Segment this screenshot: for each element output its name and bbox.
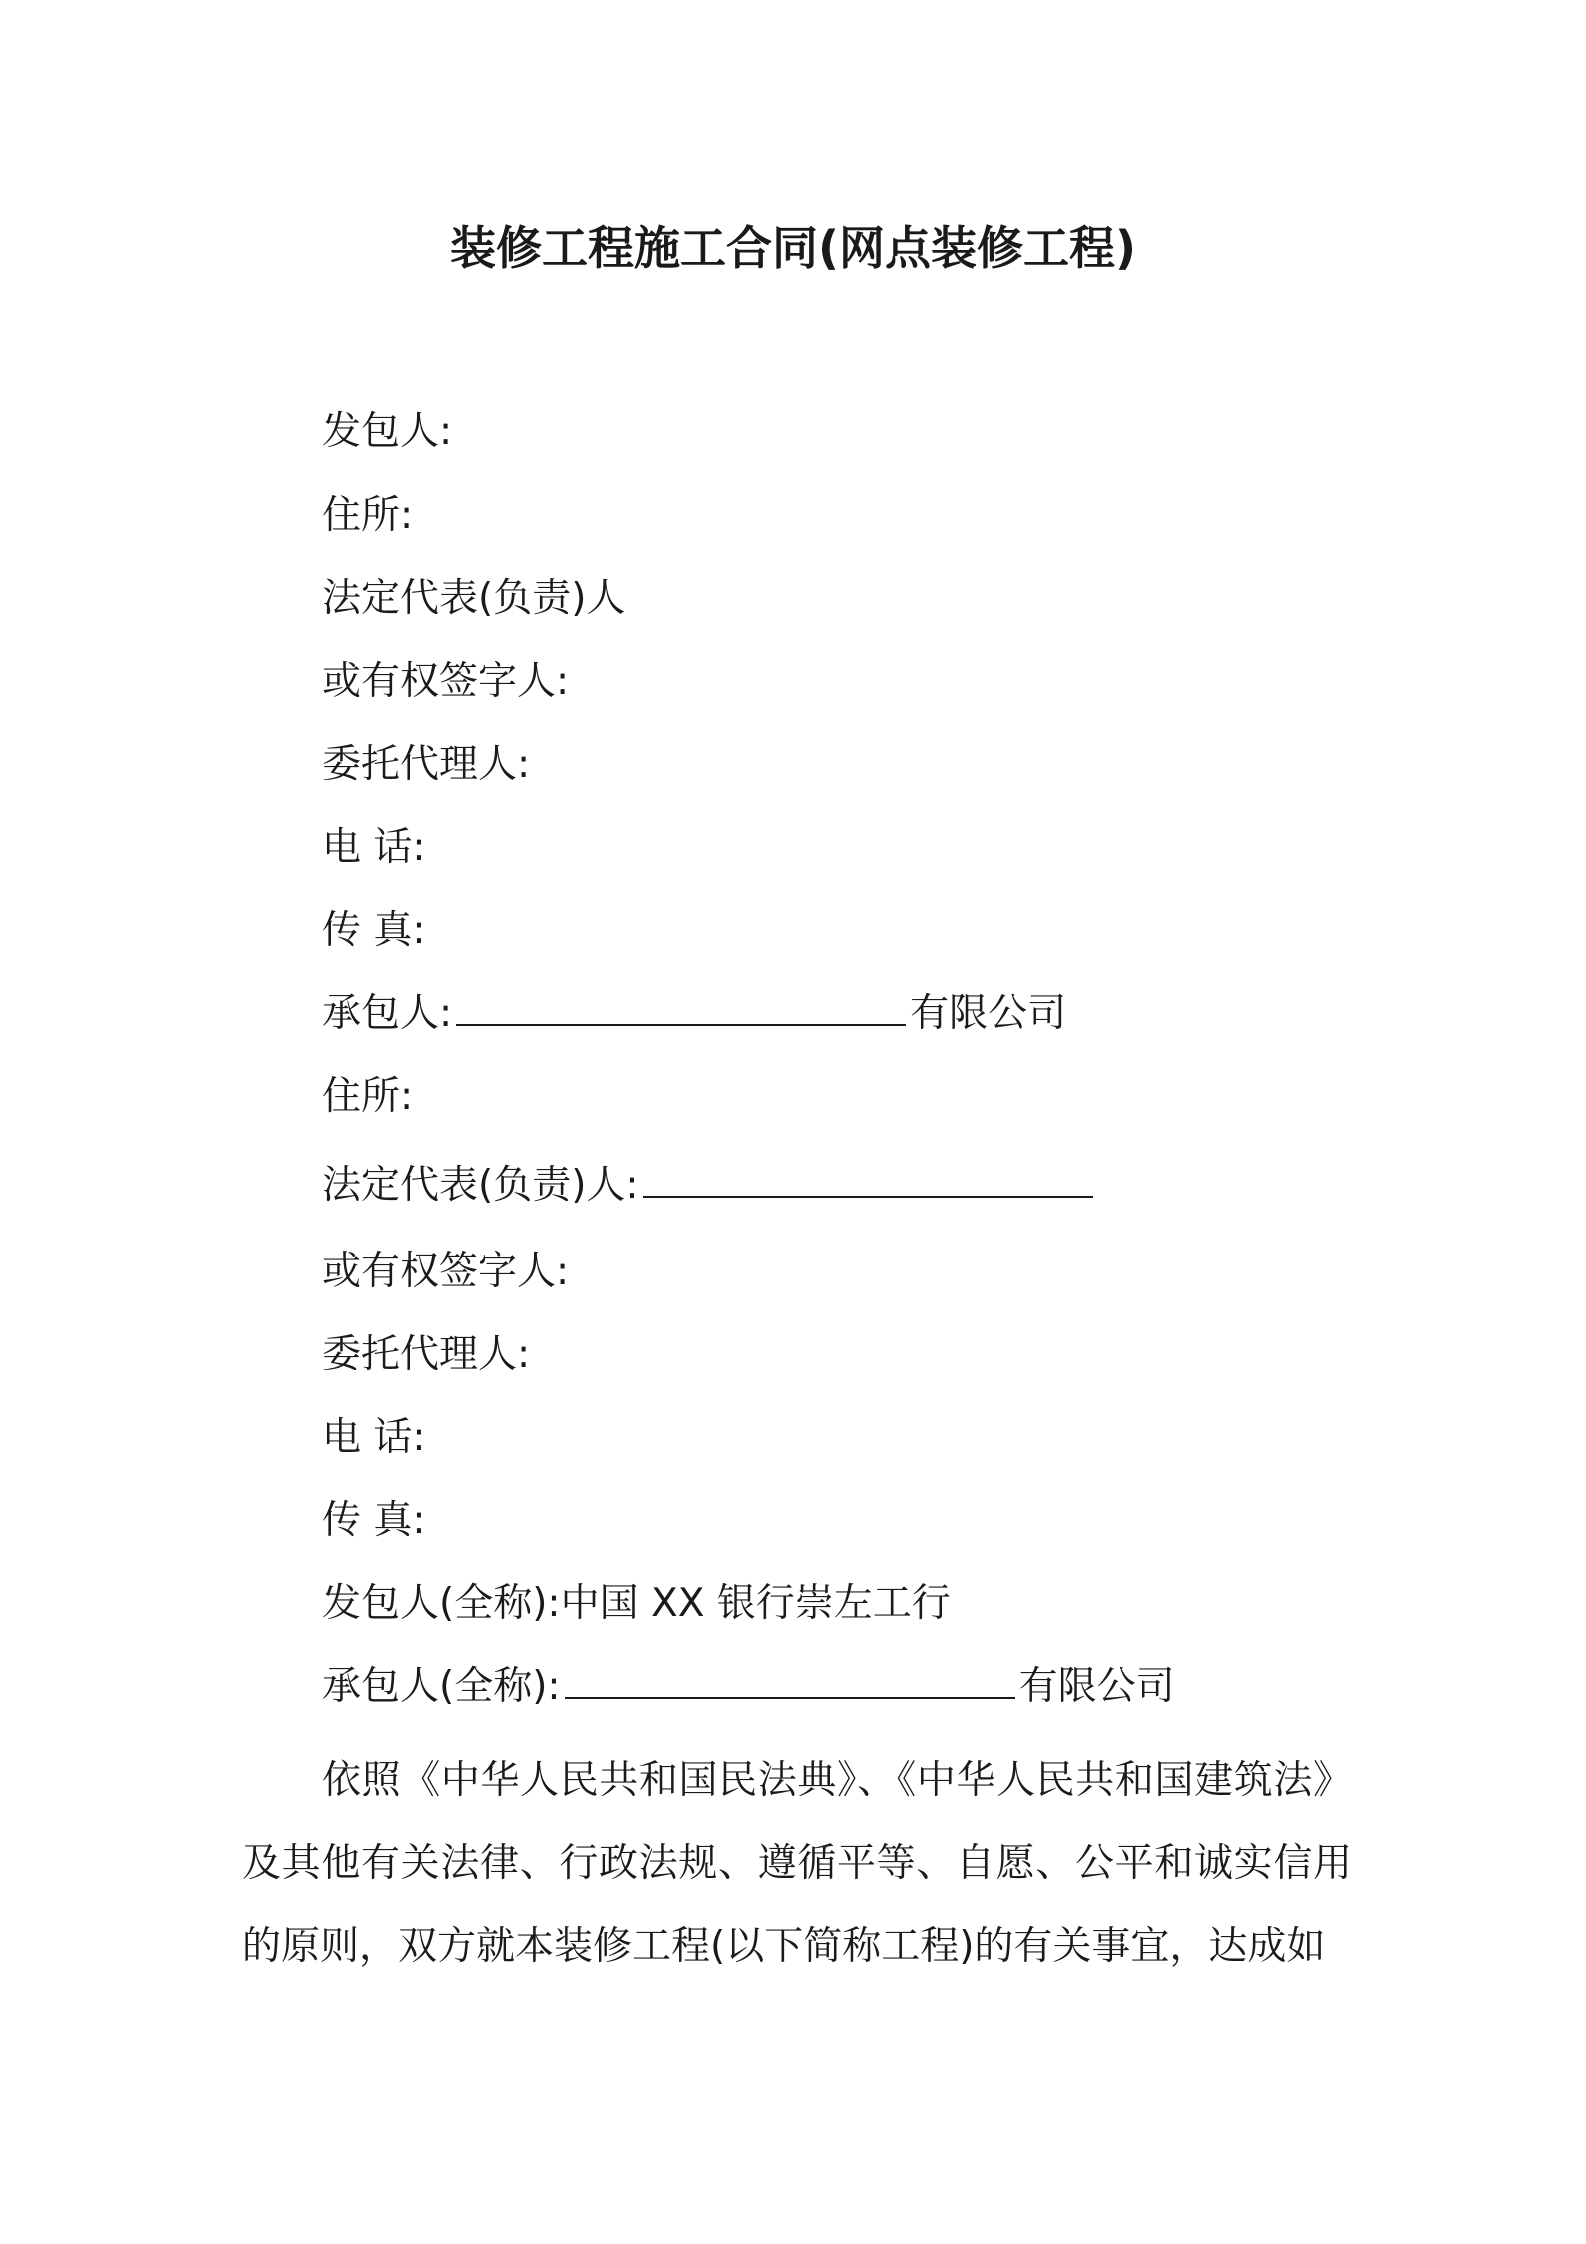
contractor-signatory-label: 或有权签字人: [322,1249,570,1294]
contractor-suffix: 有限公司 [910,991,1067,1036]
contractor-name-blank [456,990,906,1026]
contractor-full-name-blank [565,1663,1015,1699]
employer-signatory-label: 或有权签字人: [322,659,570,704]
contractor-line [322,988,1066,1040]
contractor-phone-label: 电 话: [322,1415,426,1460]
employer-phone-label: 电 话: [322,825,426,870]
employer-agent-label: 委托代理人: [322,742,531,787]
employer-address-label: 住所: [322,493,414,538]
contractor-legal-rep-line [322,1160,1097,1212]
contractor-agent-label: 委托代理人: [322,1332,531,1377]
contractor-fax-label: 传 真: [322,1498,426,1543]
contractor-legal-rep-label: 法定代表(负责)人: [322,1163,639,1208]
employer-full-name-line [322,1578,951,1630]
employer-legal-rep-label: 法定代表(负责)人 [322,576,626,621]
contractor-legal-rep-blank [643,1162,1093,1198]
contractor-address-label: 住所: [322,1074,414,1119]
employer-full-value: 中国 XX 银行崇左工行 [560,1581,951,1626]
employer-full-label: 发包人(全称): [322,1581,561,1626]
contractor-full-label: 承包人(全称): [322,1664,561,1709]
contractor-full-suffix: 有限公司 [1018,1664,1175,1709]
document-title: 装修工程施工合同(网点装修工程) [449,221,1137,275]
employer-label: 发包人: [322,409,453,454]
contractor-label: 承包人: [322,991,453,1036]
contractor-full-name-line [322,1661,1175,1713]
preamble-paragraph: 依照《中华人民共和国民法典》、《中华人民共和国建筑法》及其他有关法律、行政法规、遵循平等、自愿、公平和诚实信用的原则，双方就本装修工程(以下简称工程)的有关事宜，达成如 [242,1758,1352,1969]
employer-fax-label: 传 真: [322,908,426,953]
